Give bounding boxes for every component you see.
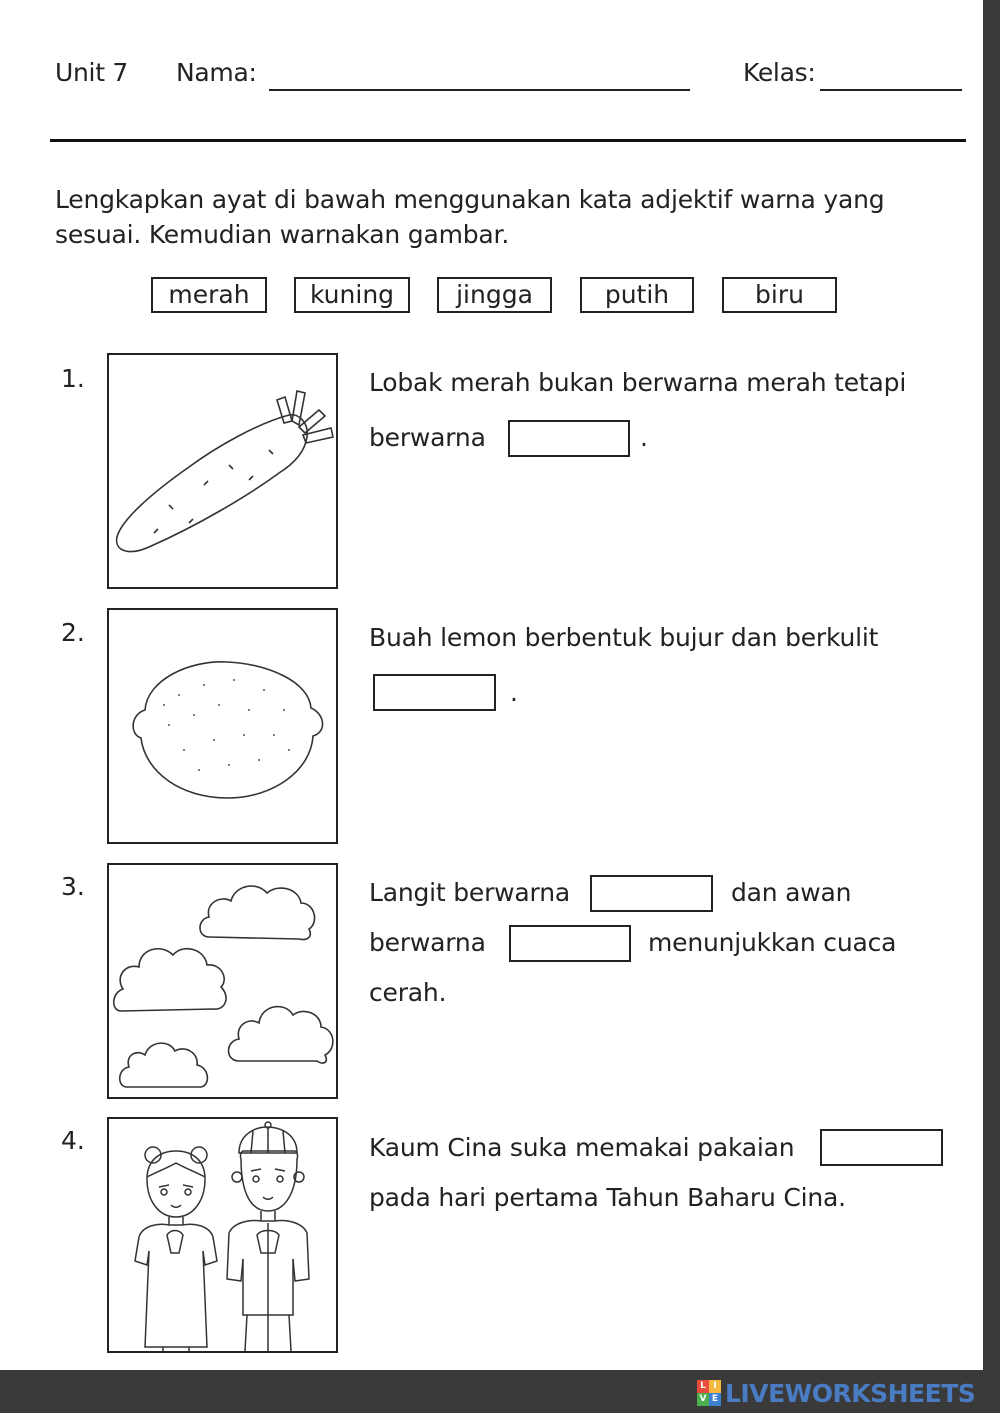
word-bank-item: kuning (294, 277, 410, 313)
question-3-line-1a: Langit berwarna (369, 878, 570, 907)
logo-letter: V (697, 1393, 709, 1406)
word-bank-item: putih (580, 277, 694, 313)
unit-label: Unit 7 (55, 58, 128, 87)
question-1-end: . (640, 423, 648, 452)
chinese-children-image (107, 1117, 338, 1353)
clouds-image (107, 863, 338, 1099)
answer-box-3a[interactable] (590, 875, 713, 912)
word-bank-item: merah (151, 277, 267, 313)
word-bank-item: jingga (437, 277, 552, 313)
right-frame-bar (983, 0, 1000, 1413)
question-1-line-2: berwarna (369, 423, 486, 452)
children-drawing (109, 1119, 336, 1351)
answer-box-4[interactable] (820, 1129, 943, 1166)
logo-letter: L (697, 1380, 709, 1393)
question-1-line-1: Lobak merah bukan berwarna merah tetapi (369, 368, 907, 397)
logo-icon (697, 1380, 721, 1406)
question-4-line-2: pada hari pertama Tahun Baharu Cina. (369, 1183, 846, 1212)
class-line (820, 89, 962, 91)
question-number: 2. (61, 618, 85, 647)
liveworksheets-logo[interactable] (697, 1378, 975, 1408)
question-3-line-2b: menunjukkan cuaca (648, 928, 897, 957)
answer-box-1[interactable] (508, 420, 630, 457)
carrot-image (107, 353, 338, 589)
logo-text: LIVEWORKSHEETS (725, 1378, 976, 1408)
lemon-drawing (109, 610, 336, 842)
question-2-line-1: Buah lemon berbentuk bujur dan berkulit (369, 623, 879, 652)
name-line (269, 89, 690, 91)
lemon-image (107, 608, 338, 844)
question-4-line-1: Kaum Cina suka memakai pakaian (369, 1133, 795, 1162)
question-number: 1. (61, 364, 85, 393)
class-label: Kelas: (743, 58, 816, 87)
carrot-drawing (109, 355, 336, 587)
question-2-end: . (510, 678, 518, 707)
name-label: Nama: (176, 58, 257, 87)
question-3-line-3: cerah. (369, 978, 447, 1007)
answer-box-3b[interactable] (509, 925, 631, 962)
word-bank-item: biru (722, 277, 837, 313)
header-divider (50, 139, 966, 142)
clouds-drawing (109, 865, 336, 1097)
question-3-line-2a: berwarna (369, 928, 486, 957)
question-number: 4. (61, 1126, 85, 1155)
question-3-line-1b: dan awan (731, 878, 852, 907)
question-number: 3. (61, 872, 85, 901)
answer-box-2[interactable] (373, 674, 496, 711)
instruction-text: Lengkapkan ayat di bawah menggunakan kata adjektif warna yang sesuai. Kemudian warnakan gambar. (55, 185, 885, 249)
logo-letter: I (709, 1380, 721, 1393)
logo-letter: E (709, 1393, 721, 1406)
